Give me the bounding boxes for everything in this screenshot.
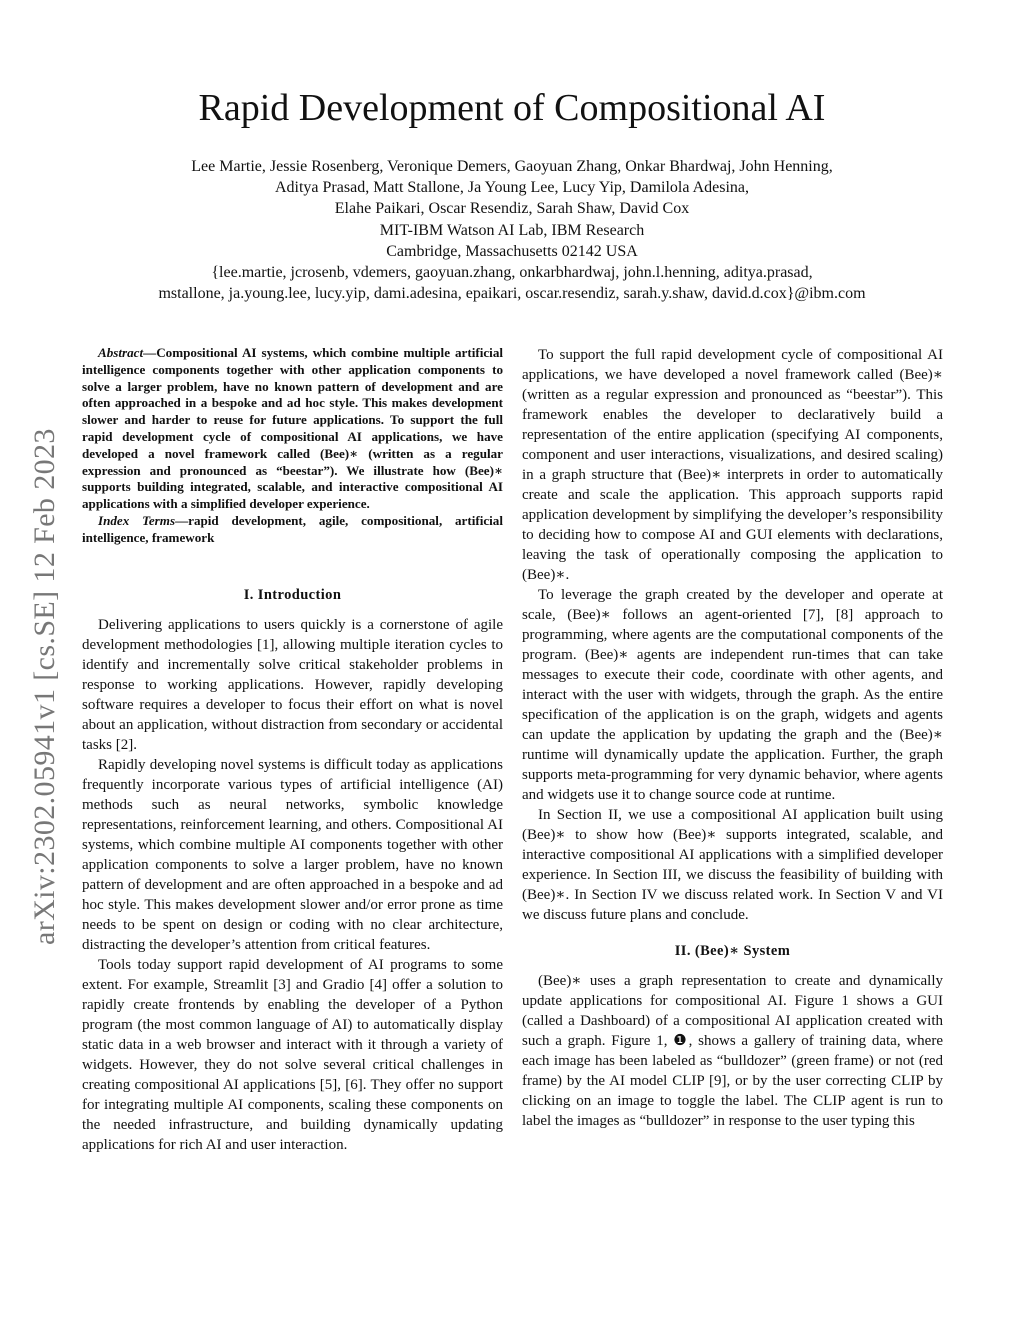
arxiv-identifier: arXiv:2302.05941v1 [cs.SE] 12 Feb 2023 <box>28 428 61 945</box>
index-terms <box>82 513 503 547</box>
author-block <box>0 156 1024 304</box>
abstract-label: Abstract <box>98 345 144 360</box>
affiliation: MIT-IBM Watson AI Lab, IBM Research <box>379 221 645 239</box>
intro-paragraph-1: Delivering applications to users quickly is a cornerstone of agile development methodologies [1], allowing multiple iteration cycles to identify and incrementally solve critical stakeholder problems in response to working applications. However, rapidly developing software requires a developer to focus their effort on what is novel about an application, without distraction from secondary or accidental tasks [2]. <box>82 616 503 753</box>
paper-title: Rapid Development of Compositional AI <box>198 87 826 129</box>
authors-line-3: Elahe Paikari, Oscar Resendiz, Sarah Shaw, David Cox <box>334 200 690 218</box>
abstract <box>82 345 503 547</box>
section-heading-introduction: I. Introduction <box>243 586 342 603</box>
abstract-text: —Compositional AI systems, which combine multiple artificial intelligence components together with other application components to solve a larger problem, have no known pattern of development and are often approached in a bespoke and ad hoc style. This makes development slower and harder to reuse for future applications. To support the full rapid development cycle of compositional AI applications, we have developed a novel framework called (Bee)∗ (written as a regular expression and pronounced as “beestar”). We illustrate how (Bee)∗ supports building integrated, scalable, and interactive compositional AI applications with a simplified developer experience. <box>82 345 503 512</box>
section-heading-system: II. (Bee)∗ System <box>674 943 791 959</box>
authors-line-1: Lee Martie, Jessie Rosenberg, Veronique Demers, Gaoyuan Zhang, Onkar Bhardwaj, John Henning, <box>191 158 833 175</box>
intro-paragraph-5: To leverage the graph created by the developer and operate at scale, (Bee)∗ follows an agent-oriented [7], [8] approach to programming, where agents are the computational components of the program. (Bee)∗ agents are independent run-times that can take messages to execute their code, coordinate with other agents, and interact with the user with widgets, through the graph. As the entire specification of the application is on the graph, widgets and agents can update the application by updating the graph and the (Bee)∗ runtime will dynamically update the application. Further, the graph supports meta-programming for very dynamic behavior, where agents and widgets use it to change source code at runtime. <box>522 587 943 803</box>
intro-paragraph-2: Rapidly developing novel systems is difficult today as applications frequently incorporate various types of artificial intelligence (AI) methods such as neural networks, symbolic knowledge representations, reinforcement learning, and others. Compositional AI systems, which combine multiple AI components together with other application components to solve a larger problem, have no known pattern of development and are often approached in a bespoke and ad hoc style. This makes development slower and/or error prone as time needs to be spent on design or coding with no clear architecture, distracting the developer’s attention from critical features. <box>82 756 503 953</box>
emails-line-1: {lee.martie, jcrosenb, vdemers, gaoyuan.zhang, onkarbhardwaj, john.l.henning, aditya.prasad, <box>211 264 813 282</box>
intro-paragraph-3: Tools today support rapid development of AI programs to some extent. For example, Streamlit [3] and Gradio [4] offer a solution to rapidly create frontends by enabling the developer of a Python program (the most common language of AI) to automatically display static data in a web browser and interact with it through a variety of widgets. However, they do not solve several critical challenges in creating compositional AI applications [5], [6]. They offer no support for integrating multiple AI components, scaling these components on the needed infrastructure, and building dynamically updating applications for rich AI and user interaction. <box>82 956 503 1153</box>
location: Cambridge, Massachusetts 02142 USA <box>386 242 638 260</box>
left-column <box>82 345 503 1155</box>
emails-line-2: mstallone, ja.young.lee, lucy.yip, dami.adesina, epaikari, oscar.resendiz, sarah.y.shaw, david.d.cox}@ibm.com <box>158 285 866 303</box>
system-paragraph-1: (Bee)∗ uses a graph representation to create and dynamically update applications for compositional AI. Figure 1 shows a GUI (called a Dashboard) of a compositional AI application created with such a graph. Figure 1, ❶, shows a gallery of training data, where each image has been labeled as “bulldozer” (green frame) or not (red frame) by the AI model CLIP [9], or by the user correcting CLIP by clicking on an image to toggle the label. The CLIP agent is run to label the images as “bulldozer” in response to the user typing this <box>522 973 943 1129</box>
index-terms-text: —rapid development, agile, compositional, artificial intelligence, framework <box>82 512 503 545</box>
right-column <box>522 345 943 1131</box>
intro-paragraph-6: In Section II, we use a compositional AI application built using (Bee)∗ to show how (Bee)∗ supports integrated, scalable, and interactive compositional AI applications with a simplified developer experience. In Section III, we discuss the feasibility of building with (Bee)∗. In Section IV we discuss related work. In Section V and VI we discuss future plans and conclude. <box>522 807 943 923</box>
authors-line-2: Aditya Prasad, Matt Stallone, Ja Young Lee, Lucy Yip, Damilola Adesina, <box>274 179 749 197</box>
intro-paragraph-4: To support the full rapid development cycle of compositional AI applications, we have developed a novel framework called (Bee)∗ (written as a regular expression and pronounced as “beestar”). This framework enables the developer to declaratively build a representation of the entire application (specifying AI components, component and user interactions, visualizations, and desired scaling) in a graph structure that (Bee)∗ interprets in order to automatically create and scale the application. This approach supports rapid application development by simplifying the developer’s responsibility to deciding how to compose AI and GUI elements with declarations, leaving the task of operationally composing the application to (Bee)∗. <box>522 347 943 583</box>
index-terms-label: Index Terms <box>98 512 176 528</box>
abstract-paragraph <box>82 345 503 513</box>
